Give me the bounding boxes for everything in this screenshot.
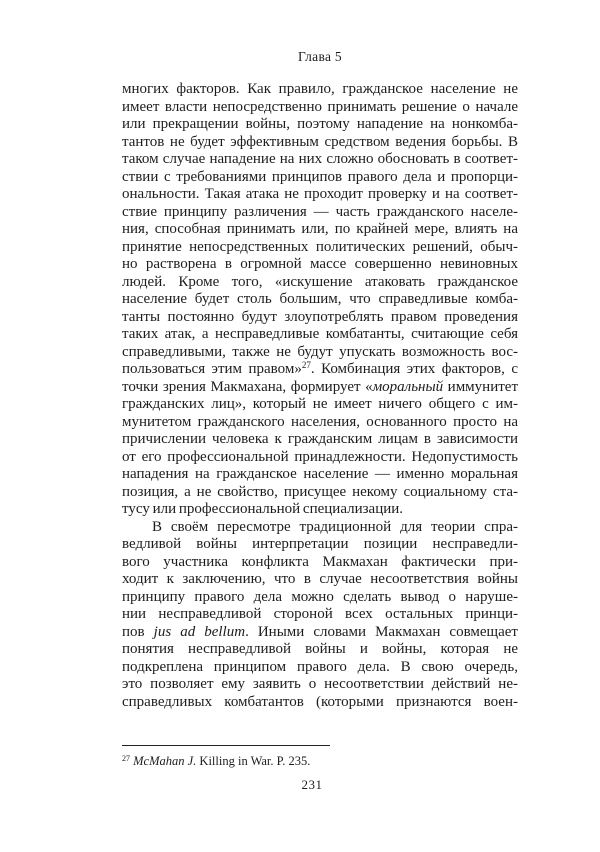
text-run: . Комбинация этих факторов, с — [310, 361, 518, 377]
text-run: вого участника конфликта Макмахан фактически при- — [122, 553, 518, 570]
italic-text: McMahan J. — [133, 754, 197, 768]
running-header: Глава 5 — [298, 49, 342, 64]
text-run: но растворена в огромной массе совершенно невиновных — [122, 256, 518, 272]
text-run: ствие принципу различения — часть гражданского населе- — [122, 203, 518, 220]
paragraph — [122, 81, 518, 519]
text-line — [122, 414, 518, 432]
text-run: принципу правого дела можно сделать вывод о наруше- — [122, 588, 518, 605]
text-line — [122, 379, 518, 397]
text-line — [122, 519, 518, 537]
text-run: принятие непосредственных политических решений, обыч- — [122, 238, 518, 255]
text-run: пользоваться этим правом» — [122, 361, 302, 377]
text-line — [122, 466, 518, 484]
text-line — [122, 309, 518, 327]
text-run: многих факторов. Как правило, гражданское население не — [122, 81, 518, 97]
text-line — [122, 501, 518, 519]
body-text — [122, 81, 518, 711]
text-line — [122, 396, 518, 414]
page-number: 231 — [301, 777, 323, 792]
text-line — [122, 291, 518, 309]
italic-text: jus ad bellum — [153, 623, 246, 640]
text-run: точки зрения Макмахана, формирует « — [122, 378, 373, 395]
text-run: или прекращении войны, поэтому нападение на нонкомба- — [122, 116, 518, 132]
text-run: Killing in War. P. 235. — [196, 754, 311, 768]
text-line — [122, 449, 518, 467]
text-run: ствии с требованиями принципов правого дела и пропорци- — [122, 168, 518, 185]
text-line — [122, 326, 518, 344]
text-line — [122, 641, 518, 659]
text-line — [122, 571, 518, 589]
text-run: от его профессиональной принадлежности. Недопустимость — [122, 448, 518, 465]
text-line — [122, 274, 518, 292]
text-line — [122, 659, 518, 677]
text-run: позиция, а не свойство, присущее некому социальному ста- — [122, 483, 518, 500]
text-run: иммунитет — [443, 378, 518, 395]
text-run: справедливых комбатантов (которыми признаются воен- — [122, 693, 518, 710]
text-run: справедливыми, также не будут упускать возможность вос- — [122, 343, 518, 360]
text-line — [122, 344, 518, 362]
text-line — [122, 116, 518, 134]
text-line — [122, 694, 518, 712]
text-run: ведливой войны интерпретации позиции несправедли- — [122, 536, 518, 552]
text-line — [122, 239, 518, 257]
text-line — [122, 361, 518, 379]
text-line — [122, 484, 518, 502]
text-line — [122, 676, 518, 694]
text-run: . Иными словами Макмахан совмещает — [245, 623, 518, 640]
text-line — [122, 99, 518, 117]
text-run: таких атак, а несправедливые комбатанты, считающие себя — [122, 326, 518, 342]
text-line — [122, 221, 518, 239]
text-line — [122, 151, 518, 169]
text-line — [122, 624, 518, 642]
text-run: причислении человека к гражданским лицам в зависимости — [122, 431, 518, 447]
text-run: В своём пересмотре традиционной для теории спра- — [152, 518, 518, 535]
text-line — [122, 554, 518, 572]
text-run: танты постоянно будут злоупотреблять правом проведения — [122, 308, 518, 325]
text-run: пов — [122, 623, 154, 640]
text-run: тантов не будет эффективным средством ведения борьбы. В — [122, 133, 518, 150]
text-run: подкреплена принципом правого дела. В свою очередь, — [122, 658, 518, 675]
text-run: это позволяет ему заявить о несоответствии действий не- — [122, 676, 518, 692]
text-line — [122, 256, 518, 274]
text-run: нии несправедливой стороной всех остальных принци- — [122, 606, 518, 622]
text-run: гражданских лиц», который не имеет ничего общего с им- — [122, 396, 518, 412]
text-line — [122, 589, 518, 607]
footnote — [122, 753, 518, 769]
text-line — [122, 204, 518, 222]
footnote-ref: 27 — [122, 754, 130, 763]
text-run: понятия несправедливой войны и войны, которая не — [122, 641, 518, 657]
paragraph — [122, 519, 518, 712]
text-run: мунитетом гражданского населения, основанного просто на — [122, 413, 518, 430]
text-line — [122, 134, 518, 152]
text-line — [122, 431, 518, 449]
text-run: ния, способная принимать или, по крайней мере, влиять на — [122, 221, 518, 237]
text-run: ходит к заключению, что в случае несоответствия войны — [122, 571, 518, 587]
footnote-ref: 27 — [301, 361, 311, 370]
text-run: таком случае нападение на них сложно обосновать в соответ- — [122, 151, 518, 167]
text-run: население будет столь большим, что справедливые комба- — [122, 291, 518, 307]
text-line — [122, 81, 518, 99]
text-run: ональности. Такая атака не проходит проверку и на соответ- — [122, 186, 518, 202]
text-line — [122, 186, 518, 204]
text-run: тусу или профессиональной специализации. — [122, 501, 404, 517]
text-run: имеет власти непосредственно принимать решение о начале — [122, 98, 518, 115]
text-line — [122, 169, 518, 187]
text-line — [122, 536, 518, 554]
italic-text: моральный — [372, 378, 444, 395]
text-line — [122, 606, 518, 624]
text-run: людей. Кроме того, «искушение атаковать гражданское — [122, 273, 518, 290]
footnote-separator — [122, 745, 330, 746]
text-run: нападения на гражданское население — именно моральная — [122, 466, 518, 482]
